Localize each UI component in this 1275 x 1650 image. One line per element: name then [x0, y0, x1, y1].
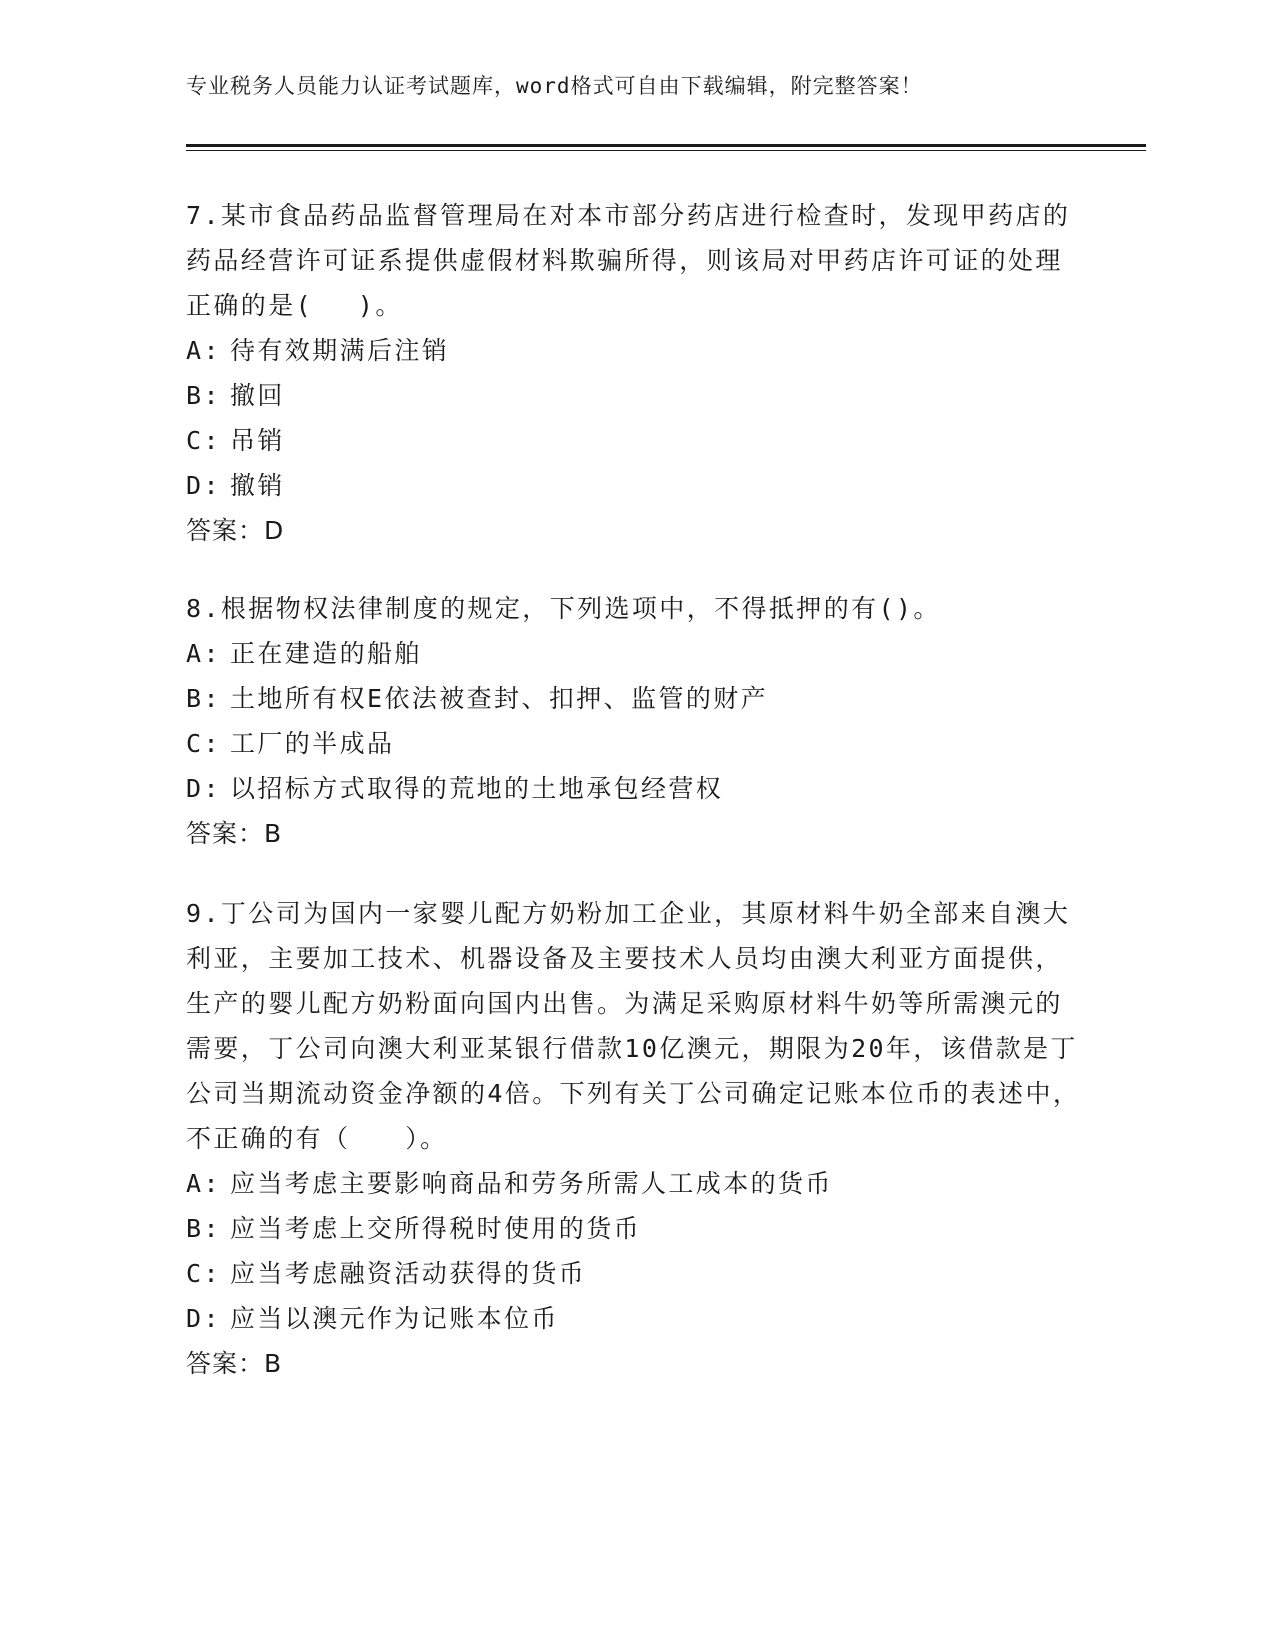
- option-text: 撤销: [230, 471, 285, 500]
- option-key: A:: [186, 336, 221, 365]
- option-text: 应当考虑主要影响商品和劳务所需人工成本的货币: [230, 1169, 833, 1198]
- option-key: A:: [186, 1169, 221, 1198]
- option-key: D:: [186, 1304, 221, 1333]
- header-divider-thin: [186, 150, 1146, 151]
- option-text: 撤回: [230, 381, 285, 410]
- option-text: 正在建造的船舶: [230, 639, 422, 668]
- option-text: 应当以澳元作为记账本位币: [230, 1304, 559, 1333]
- option-d: [186, 1296, 1086, 1341]
- option-d: [186, 766, 1086, 811]
- option-b: [186, 373, 1086, 418]
- option-text: 应当考虑融资活动获得的货币: [230, 1259, 587, 1288]
- question-stem: 8.根据物权法律制度的规定，下列选项中，不得抵押的有()。: [186, 594, 941, 623]
- option-text: 以招标方式取得的荒地的土地承包经营权: [230, 774, 724, 803]
- page-header: 专业税务人员能力认证考试题库，word格式可自由下载编辑，附完整答案！: [186, 74, 923, 98]
- option-key: C:: [186, 426, 221, 455]
- option-a: [186, 328, 1086, 373]
- option-key: C:: [186, 729, 221, 758]
- answer-line: 答案：B: [186, 819, 283, 848]
- question-stem: 7.某市食品药品监督管理局在对本市部分药店进行检查时，发现甲药店的药品经营许可证系提供虚假材料欺骗所得，则该局对甲药店许可证的处理正确的是( )。: [186, 201, 1071, 320]
- option-text: 土地所有权E依法被查封、扣押、监管的财产: [230, 684, 769, 713]
- option-c: [186, 418, 1086, 463]
- option-text: 待有效期满后注销: [230, 336, 450, 365]
- option-text: 应当考虑上交所得税时使用的货币: [230, 1214, 642, 1243]
- option-c: [186, 1251, 1086, 1296]
- option-a: [186, 1161, 1086, 1206]
- question-8: [186, 586, 1086, 856]
- option-key: B:: [186, 1214, 221, 1243]
- option-d: [186, 463, 1086, 508]
- option-key: D:: [186, 774, 221, 803]
- answer-line: 答案：B: [186, 1349, 283, 1378]
- option-a: [186, 631, 1086, 676]
- option-key: A:: [186, 639, 221, 668]
- question-7: [186, 193, 1086, 553]
- option-key: D:: [186, 471, 221, 500]
- answer-line: 答案：D: [186, 516, 285, 545]
- question-9: [186, 891, 1086, 1386]
- option-key: B:: [186, 684, 221, 713]
- option-b: [186, 1206, 1086, 1251]
- option-key: B:: [186, 381, 221, 410]
- option-b: [186, 676, 1086, 721]
- option-text: 吊销: [230, 426, 285, 455]
- option-text: 工厂的半成品: [230, 729, 395, 758]
- question-stem: 9.丁公司为国内一家婴儿配方奶粉加工企业，其原材料牛奶全部来自澳大利亚，主要加工技术、机器设备及主要技术人员均由澳大利亚方面提供，生产的婴儿配方奶粉面向国内出售。为满足采购原材料牛奶等所需澳元的需要，丁公司向澳大利亚某银行借款10亿澳元，期限为20年，该借款是丁公司当期流动资金净额的4倍。下列有关丁公司确定记账本位币的表述中，不正确的有（ ）。: [186, 899, 1081, 1153]
- option-key: C:: [186, 1259, 221, 1288]
- option-c: [186, 721, 1086, 766]
- header-divider-thick: [186, 144, 1146, 147]
